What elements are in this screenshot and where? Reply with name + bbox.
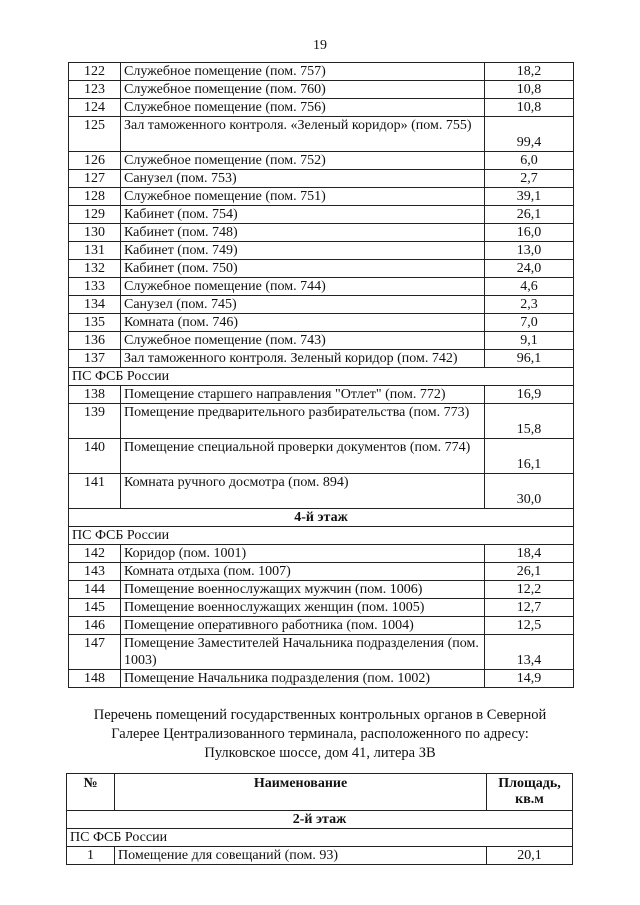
room-area: 10,8 (485, 81, 574, 99)
room-area: 13,4 (485, 635, 574, 670)
room-name: Помещение предварительного разбирательства (пом. 773) (121, 404, 485, 439)
row-number: 134 (69, 296, 121, 314)
row-number: 127 (69, 170, 121, 188)
table-row (69, 404, 574, 439)
room-name: Санузел (пом. 753) (121, 170, 485, 188)
row-number: 139 (69, 404, 121, 439)
room-area: 6,0 (485, 152, 574, 170)
row-number: 125 (69, 117, 121, 152)
room-area: 2,3 (485, 296, 574, 314)
row-number: 123 (69, 81, 121, 99)
group-row (67, 829, 573, 847)
room-name: Кабинет (пом. 748) (121, 224, 485, 242)
row-number: 146 (69, 617, 121, 635)
room-area: 12,7 (485, 599, 574, 617)
table-row (69, 332, 574, 350)
floor-row (67, 811, 573, 829)
room-name: Служебное помещение (пом. 756) (121, 99, 485, 117)
room-name: Помещение для совещаний (пом. 93) (115, 847, 487, 865)
room-area: 12,2 (485, 581, 574, 599)
table-row (69, 581, 574, 599)
header-area-line: кв.м (515, 792, 544, 807)
table-row (69, 439, 574, 474)
room-area: 18,4 (485, 545, 574, 563)
header-area-line: Площадь, (498, 776, 561, 791)
room-area: 12,5 (485, 617, 574, 635)
room-area: 99,4 (485, 117, 574, 152)
group-row (69, 368, 574, 386)
rooms-table-terminal (68, 62, 574, 688)
group-row (69, 527, 574, 545)
row-number: 147 (69, 635, 121, 670)
room-name: Кабинет (пом. 750) (121, 260, 485, 278)
row-number: 128 (69, 188, 121, 206)
room-name: Служебное помещение (пом. 751) (121, 188, 485, 206)
caption-line: Пулковское шоссе, дом 41, литера ЗВ (204, 745, 436, 761)
row-number: 133 (69, 278, 121, 296)
caption-line: Перечень помещений государственных контрольных органов в Северной (93, 707, 547, 723)
row-number: 137 (69, 350, 121, 368)
row-number: 122 (69, 63, 121, 81)
room-name: Служебное помещение (пом. 752) (121, 152, 485, 170)
room-name: Санузел (пом. 745) (121, 296, 485, 314)
table-row (69, 474, 574, 509)
table-row (69, 117, 574, 152)
rooms-table-body (67, 811, 573, 865)
room-name: Помещение военнослужащих женщин (пом. 1005) (121, 599, 485, 617)
room-name: Помещение военнослужащих мужчин (пом. 1006) (121, 581, 485, 599)
room-area: 16,0 (485, 224, 574, 242)
room-name: Помещение старшего направления "Отлет" (пом. 772) (121, 386, 485, 404)
table-row (69, 635, 574, 670)
room-name: Служебное помещение (пом. 743) (121, 332, 485, 350)
table-row (69, 81, 574, 99)
room-name: Комната (пом. 746) (121, 314, 485, 332)
room-area: 16,1 (485, 439, 574, 474)
section-caption (60, 706, 580, 763)
row-number: 145 (69, 599, 121, 617)
room-area: 4,6 (485, 278, 574, 296)
table-row (69, 314, 574, 332)
floor-title: 4-й этаж (69, 509, 574, 527)
room-name: Помещение Начальника подразделения (пом. 1002) (121, 670, 485, 688)
room-area: 16,9 (485, 386, 574, 404)
rooms-table-body (69, 63, 574, 688)
room-area: 9,1 (485, 332, 574, 350)
floor-row (69, 509, 574, 527)
table-row (69, 296, 574, 314)
room-area: 14,9 (485, 670, 574, 688)
room-name: Помещение специальной проверки документов (пом. 774) (121, 439, 485, 474)
room-area: 18,2 (485, 63, 574, 81)
table-header-row (67, 774, 573, 811)
table-row (69, 563, 574, 581)
page-number: 19 (313, 38, 327, 53)
rooms-table-north-gallery (66, 773, 573, 865)
row-number: 142 (69, 545, 121, 563)
row-number: 140 (69, 439, 121, 474)
room-name: Зал таможенного контроля. Зеленый коридор (пом. 742) (121, 350, 485, 368)
row-number: 141 (69, 474, 121, 509)
row-number: 130 (69, 224, 121, 242)
table-row (69, 188, 574, 206)
row-number: 1 (67, 847, 115, 865)
room-name: Зал таможенного контроля. «Зеленый коридор» (пом. 755) (121, 117, 485, 152)
room-area: 30,0 (485, 474, 574, 509)
table-row (69, 278, 574, 296)
room-name: Кабинет (пом. 749) (121, 242, 485, 260)
row-number: 131 (69, 242, 121, 260)
group-title: ПС ФСБ России (69, 527, 574, 545)
table-row (69, 599, 574, 617)
room-name: Служебное помещение (пом. 744) (121, 278, 485, 296)
room-name: Помещение оперативного работника (пом. 1004) (121, 617, 485, 635)
group-title: ПС ФСБ России (69, 368, 574, 386)
table-row (69, 206, 574, 224)
header-area (487, 774, 573, 811)
room-name: Служебное помещение (пом. 760) (121, 81, 485, 99)
table-row (69, 260, 574, 278)
row-number: 132 (69, 260, 121, 278)
room-area: 26,1 (485, 206, 574, 224)
room-name: Комната ручного досмотра (пом. 894) (121, 474, 485, 509)
table-row (69, 63, 574, 81)
table-row (69, 170, 574, 188)
room-area: 96,1 (485, 350, 574, 368)
table-row (69, 670, 574, 688)
row-number: 143 (69, 563, 121, 581)
room-area: 24,0 (485, 260, 574, 278)
table-row (69, 545, 574, 563)
row-number: 126 (69, 152, 121, 170)
table-row (69, 224, 574, 242)
row-number: 138 (69, 386, 121, 404)
room-name: Коридор (пом. 1001) (121, 545, 485, 563)
table-row (69, 386, 574, 404)
row-number: 148 (69, 670, 121, 688)
caption-line: Галерее Централизованного терминала, расположенного по адресу: (111, 726, 529, 742)
room-area: 2,7 (485, 170, 574, 188)
group-title: ПС ФСБ России (67, 829, 573, 847)
room-name: Комната отдыха (пом. 1007) (121, 563, 485, 581)
table-row (69, 152, 574, 170)
room-area: 13,0 (485, 242, 574, 260)
table-row (69, 617, 574, 635)
header-name: Наименование (115, 774, 487, 811)
row-number: 135 (69, 314, 121, 332)
room-area: 7,0 (485, 314, 574, 332)
row-number: 124 (69, 99, 121, 117)
room-area: 26,1 (485, 563, 574, 581)
room-area: 10,8 (485, 99, 574, 117)
room-area: 15,8 (485, 404, 574, 439)
table-row (69, 350, 574, 368)
room-name: Кабинет (пом. 754) (121, 206, 485, 224)
row-number: 136 (69, 332, 121, 350)
table-row (69, 99, 574, 117)
row-number: 129 (69, 206, 121, 224)
row-number: 144 (69, 581, 121, 599)
room-area: 39,1 (485, 188, 574, 206)
table-row (69, 242, 574, 260)
floor-title: 2-й этаж (67, 811, 573, 829)
room-area: 20,1 (487, 847, 573, 865)
room-name: Помещение Заместителей Начальника подразделения (пом. 1003) (121, 635, 485, 670)
header-number: № (67, 774, 115, 811)
table-row (67, 847, 573, 865)
room-name: Служебное помещение (пом. 757) (121, 63, 485, 81)
